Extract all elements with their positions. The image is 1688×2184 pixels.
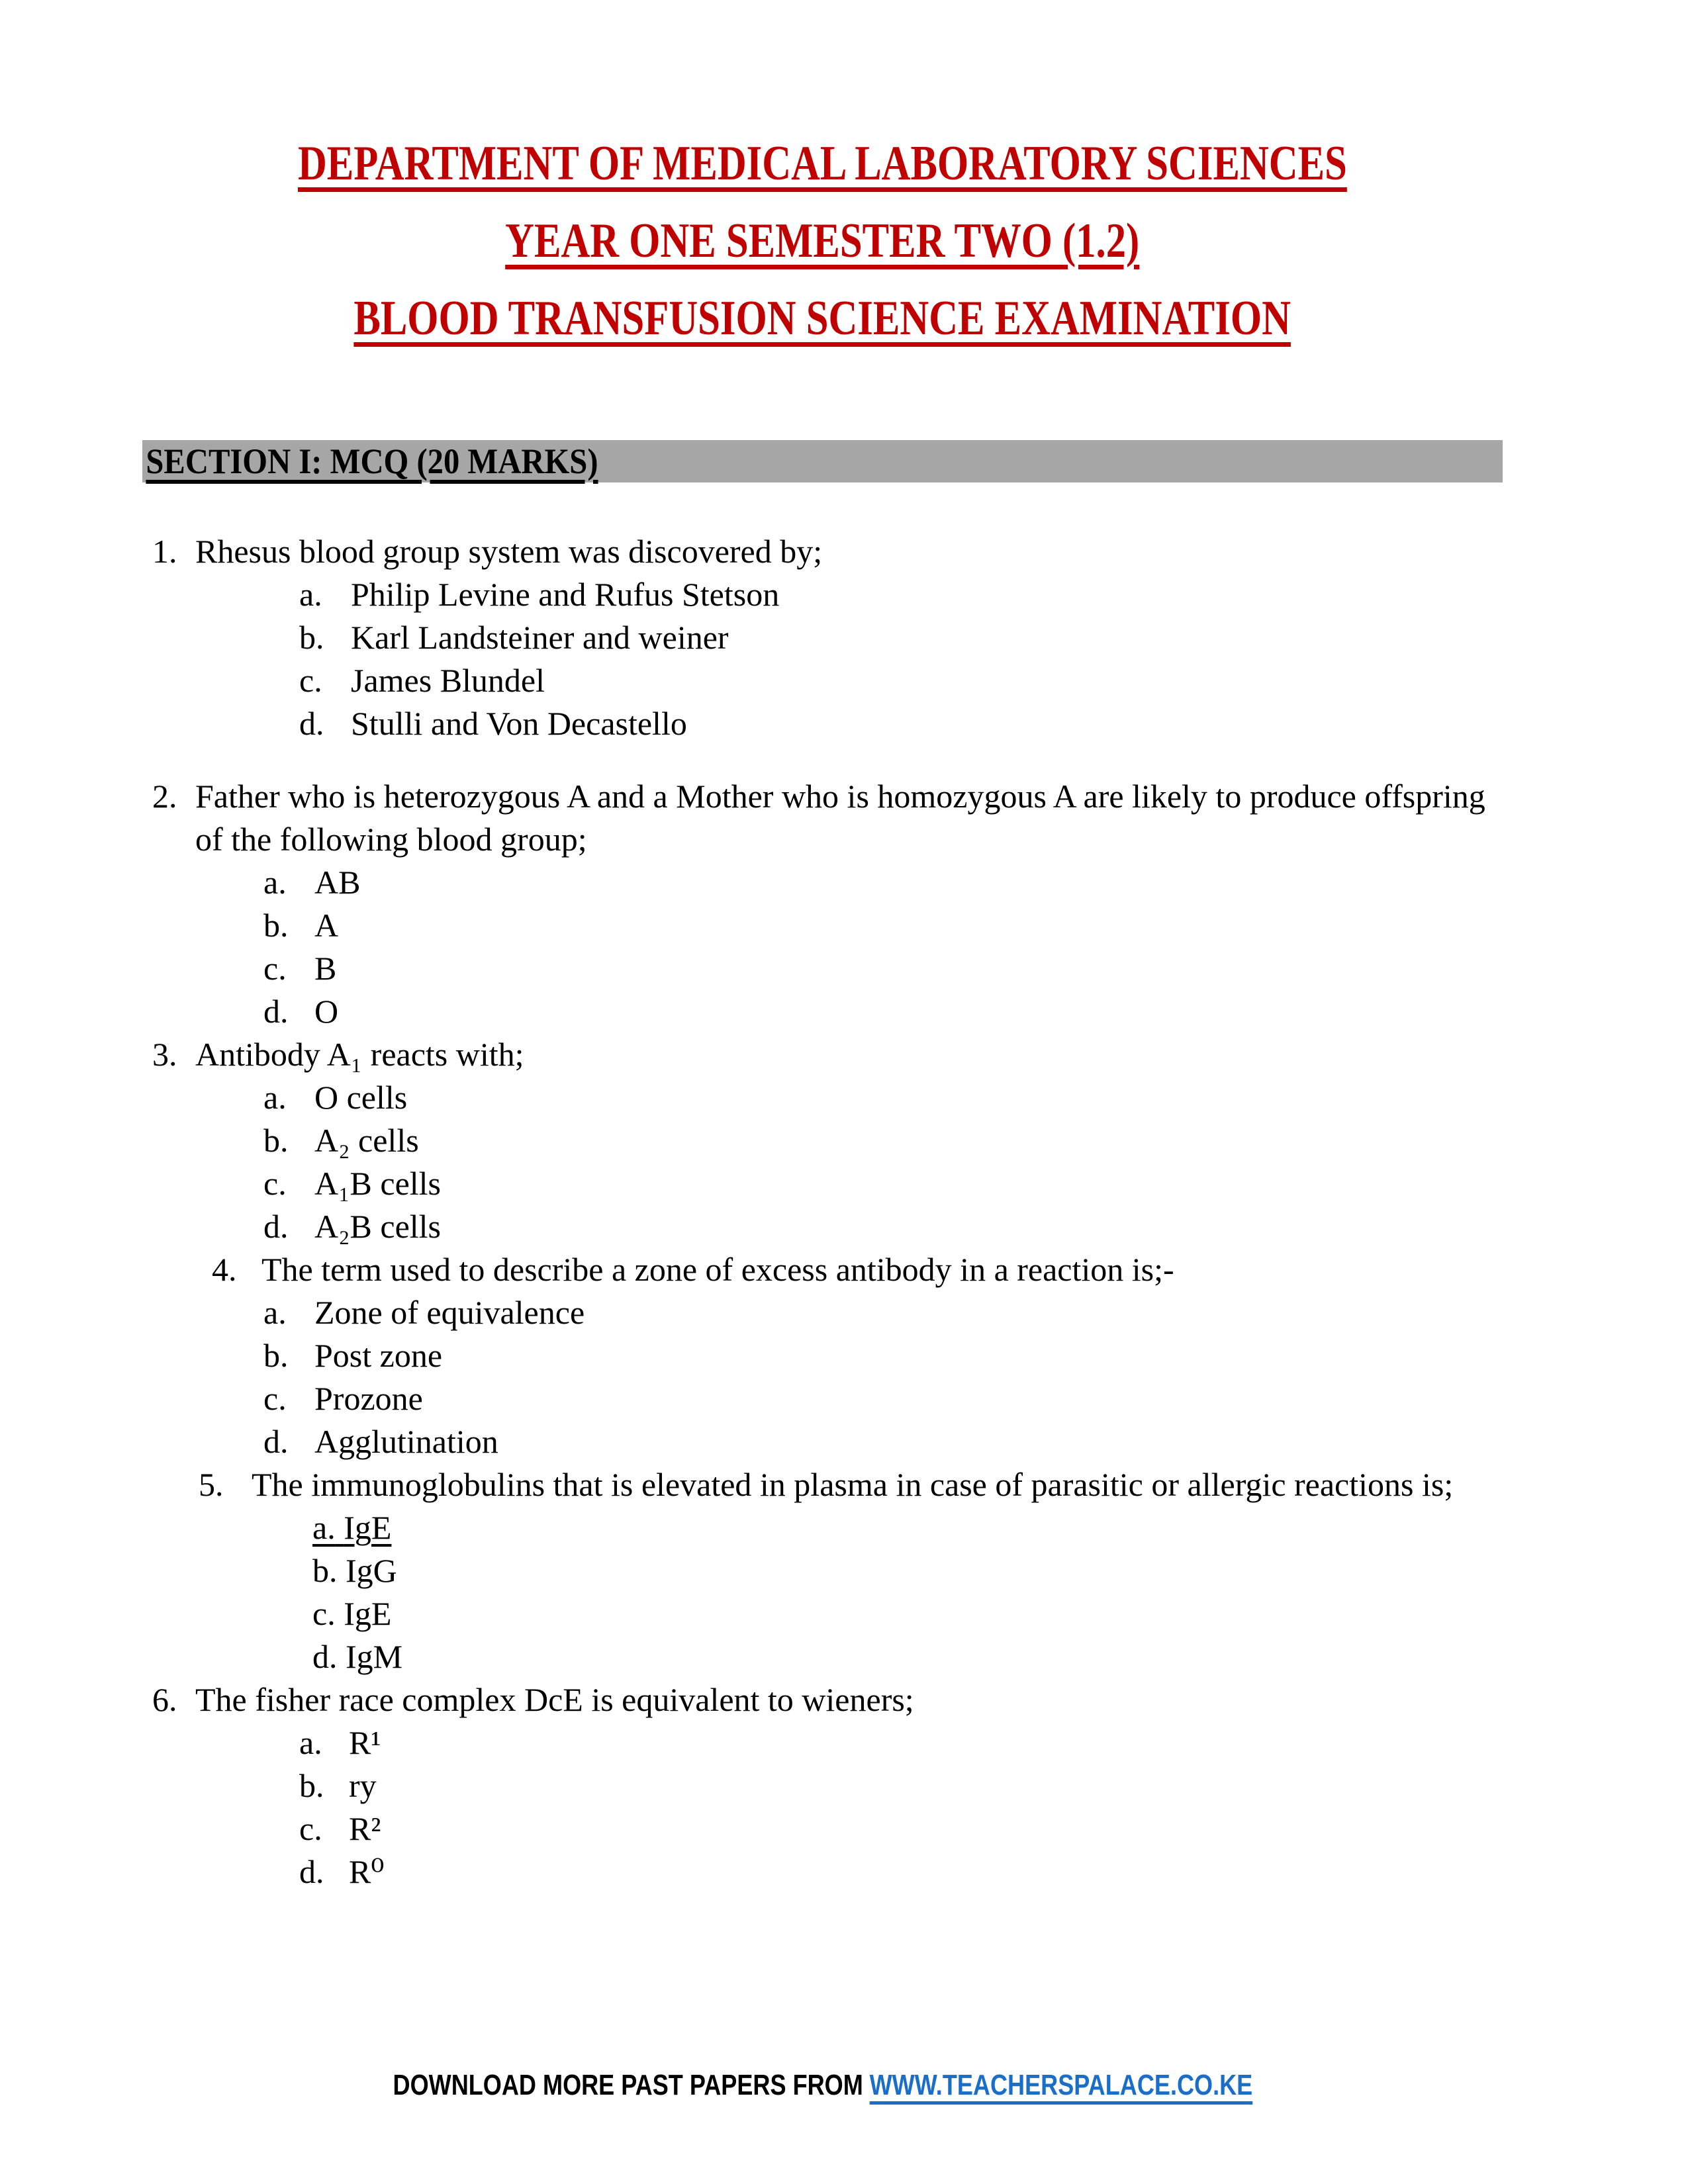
question-4-option-c (142, 1377, 1503, 1420)
question-2-option-b (142, 904, 1503, 947)
question-2 (142, 775, 1503, 1033)
option-text: B (314, 950, 337, 987)
section-heading-bar (142, 440, 1503, 482)
question-5-option-c (142, 1592, 1503, 1635)
option-letter: c. (299, 662, 322, 699)
question-1-stem (142, 530, 1503, 573)
option-letter: a. (299, 576, 322, 613)
option-letter: b. (263, 907, 289, 944)
option-text: A₂B cells (314, 1208, 442, 1245)
question-2-stem (142, 775, 1503, 861)
question-3 (142, 1033, 1503, 1248)
question-2-option-d (142, 990, 1503, 1033)
question-4-option-a (142, 1291, 1503, 1334)
question-text: The term used to describe a zone of excess antibody in a reaction is;- (261, 1251, 1174, 1288)
option-text: Agglutination (314, 1423, 498, 1460)
question-4-option-d (142, 1420, 1503, 1463)
question-text: Rhesus blood group system was discovered by; (195, 533, 823, 570)
footer-link[interactable]: WWW.TEACHERSPALACE.CO.KE (869, 2069, 1252, 2101)
option-letter: a. (263, 1079, 287, 1116)
option-letter: a. (263, 864, 287, 901)
question-4-option-b (142, 1334, 1503, 1377)
question-1-option-c (142, 659, 1503, 702)
option-letter: b. (263, 1337, 289, 1374)
option-text: Karl Landsteiner and weiner (351, 619, 729, 656)
option-letter: c. (263, 1165, 287, 1202)
question-5 (142, 1463, 1503, 1678)
question-list (142, 530, 1503, 1893)
option-text: IgM (346, 1638, 403, 1675)
option-letter: c. (263, 950, 287, 987)
option-text: IgG (346, 1552, 397, 1589)
question-6-stem (142, 1678, 1503, 1721)
option-text: R⁰ (349, 1853, 385, 1890)
question-1-option-d (142, 702, 1503, 745)
option-letter: d. (312, 1638, 338, 1675)
question-4 (142, 1248, 1503, 1463)
question-6-option-c (142, 1807, 1503, 1850)
option-text: Prozone (314, 1380, 423, 1417)
page-footer (142, 2068, 1503, 2103)
option-letter: d. (263, 993, 289, 1030)
option-text: O cells (314, 1079, 408, 1116)
header-line-2 (142, 216, 1503, 270)
header-line-3 (142, 291, 1503, 347)
option-text: Zone of equivalence (314, 1294, 585, 1331)
option-letter: d. (263, 1423, 289, 1460)
option-text: James Blundel (351, 662, 545, 699)
footer-text: DOWNLOAD MORE PAST PAPERS FROM (393, 2069, 863, 2101)
option-letter: d. (263, 1208, 289, 1245)
option-letter: a. (299, 1724, 322, 1761)
page-content (142, 0, 1503, 1893)
option-text: R² (349, 1810, 381, 1847)
question-number: 2. (152, 778, 177, 815)
option-text: IgE (344, 1595, 392, 1632)
exam-title: BLOOD TRANSFUSION SCIENCE EXAMINATION (353, 291, 1291, 345)
question-6-option-a (142, 1721, 1503, 1764)
question-3-option-a (142, 1076, 1503, 1119)
question-3-option-d (142, 1205, 1503, 1248)
option-letter: c. (312, 1595, 336, 1632)
question-5-option-b (142, 1549, 1503, 1592)
option-text: O (314, 993, 339, 1030)
question-number: 6. (152, 1681, 177, 1718)
option-text: A₁B cells (314, 1165, 442, 1202)
question-text: The fisher race complex DcE is equivalent to wieners; (195, 1681, 914, 1718)
option-text: Stulli and Von Decastello (351, 705, 687, 742)
question-3-stem (142, 1033, 1503, 1076)
department-title: DEPARTMENT OF MEDICAL LABORATORY SCIENCES (298, 136, 1347, 191)
option-letter: b. (299, 619, 324, 656)
question-6-option-d (142, 1850, 1503, 1893)
question-6-option-b (142, 1764, 1503, 1807)
marked-answer (312, 1509, 391, 1546)
question-number: 3. (152, 1036, 177, 1073)
question-text: Father who is heterozygous A and a Mother who is homozygous A are likely to produce offspring of the following blood group; (195, 778, 1485, 858)
question-2-option-a (142, 861, 1503, 904)
option-text: Post zone (314, 1337, 443, 1374)
option-letter: b. (263, 1122, 289, 1159)
question-number: 5. (199, 1466, 224, 1503)
question-3-option-b (142, 1119, 1503, 1162)
option-text: IgE (344, 1509, 392, 1546)
question-6 (142, 1678, 1503, 1893)
option-letter: c. (299, 1810, 322, 1847)
question-1-option-a (142, 573, 1503, 616)
question-number: 1. (152, 533, 177, 570)
question-text: The immunoglobulins that is elevated in plasma in case of parasitic or allergic reactions is; (252, 1466, 1454, 1503)
option-letter: a. (312, 1509, 336, 1546)
option-letter: c. (263, 1380, 287, 1417)
header-line-1 (142, 136, 1503, 193)
option-letter: b. (299, 1767, 324, 1804)
question-5-stem (142, 1463, 1503, 1506)
option-text: R¹ (349, 1724, 381, 1761)
question-number: 4. (212, 1251, 237, 1288)
option-text: Philip Levine and Rufus Stetson (351, 576, 780, 613)
option-text: AB (314, 864, 361, 901)
document-header (142, 0, 1503, 347)
section-heading: SECTION I: MCQ (20 MARKS) (146, 441, 598, 481)
question-1 (142, 530, 1503, 745)
option-letter: d. (299, 705, 324, 742)
option-text: A (314, 907, 339, 944)
option-letter: d. (299, 1853, 324, 1890)
question-4-stem (142, 1248, 1503, 1291)
option-text: ry (349, 1767, 377, 1804)
question-2-option-c (142, 947, 1503, 990)
year-semester-title: YEAR ONE SEMESTER TWO (1.2) (505, 214, 1140, 268)
option-letter: b. (312, 1552, 338, 1589)
question-5-option-a (142, 1506, 1503, 1549)
question-1-option-b (142, 616, 1503, 659)
option-letter: a. (263, 1294, 287, 1331)
question-3-option-c (142, 1162, 1503, 1205)
option-text: A₂ cells (314, 1122, 419, 1159)
question-5-option-d (142, 1635, 1503, 1678)
question-text: Antibody A₁ reacts with; (195, 1036, 524, 1073)
